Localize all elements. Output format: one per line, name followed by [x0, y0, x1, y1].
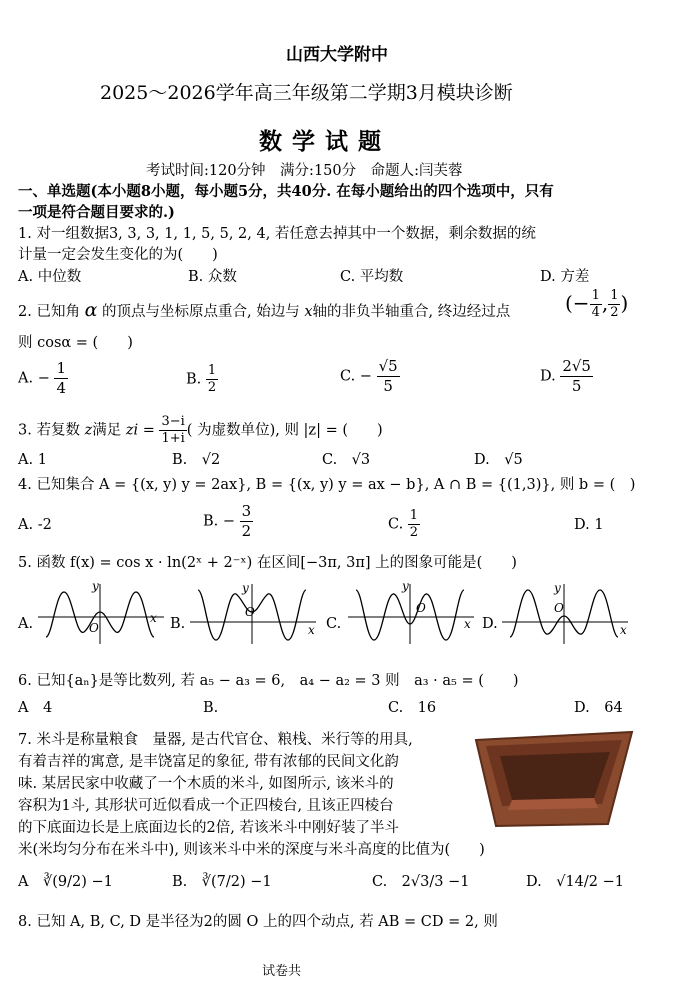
point-comma: ,	[601, 291, 609, 315]
point-x-frac	[590, 288, 602, 321]
axis-y-label: y	[402, 582, 409, 593]
point-left: (−	[565, 291, 590, 315]
q3-option-c: C. √3	[322, 452, 371, 468]
bucket-interior	[500, 752, 610, 800]
q7-option-a: A ∛(9/2) −1	[18, 874, 113, 890]
bucket-front	[508, 798, 598, 810]
axis-y-label: y	[554, 582, 561, 595]
z-symbol: z	[84, 422, 93, 439]
option-label: B.	[203, 513, 219, 530]
q3-option-d: D. √5	[474, 452, 523, 468]
q3-option-a: A. 1	[18, 452, 47, 468]
q7-line3: 味. 某居民家中收藏了一个木质的米斗, 如图所示, 该米斗的	[18, 776, 394, 792]
frac-den: 2	[610, 305, 619, 320]
option-frac	[560, 357, 593, 396]
q4-option-a: A. -2	[18, 517, 52, 533]
q2-mid2: 轴的非负半轴重合, 终边经过点	[312, 304, 511, 320]
frac-den: 1+i	[161, 431, 185, 446]
section-heading: 一、单选题(本小题8小题，每小题5分，共40分. 在每小题给出的四个选项中，只有	[18, 183, 554, 200]
q2-option-a	[18, 359, 68, 398]
axis-x-label: x	[308, 623, 315, 637]
frac-num: 1	[610, 288, 619, 303]
q2-option-b	[186, 363, 218, 396]
option-frac	[54, 359, 68, 398]
axis-y-label: y	[92, 582, 99, 593]
q8-text: 8. 已知 A, B, C, D 是半径为2的圆 O 上的四个动点, 若 AB = CD = 2, 则	[18, 914, 498, 930]
q2-text	[18, 300, 510, 323]
graph-b	[190, 582, 320, 644]
rice-measure-photo	[470, 726, 638, 834]
q7-option-c: C. 2√3/3 −1	[372, 874, 470, 890]
graph-a	[38, 582, 168, 644]
q5-text: 5. 函数 f(x) = cos x · ln(2ˣ + 2⁻ˣ) 在区间[−3π, 3π] 上的图象可能是( )	[18, 555, 517, 571]
minus-sign: −	[359, 368, 372, 385]
q4-option-c	[388, 508, 420, 541]
q4-option-d: D. 1	[574, 517, 604, 533]
q3-eq-left: zi =	[125, 422, 155, 439]
q2-prefix: 2. 已知角	[18, 304, 80, 320]
exam-title: 2025～2026学年高三年级第二学期3月模块诊断	[100, 82, 513, 104]
frac-num: 1	[409, 508, 419, 523]
q1-option-b: B. 众数	[188, 269, 237, 285]
q2-point	[565, 288, 628, 321]
q2-option-d	[540, 357, 593, 396]
minus-sign: −	[37, 370, 50, 387]
frac-den: 4	[591, 305, 600, 320]
frac-num: 2√5	[562, 357, 591, 375]
graph-c	[348, 582, 478, 644]
q7-line2: 有着吉祥的寓意, 是丰饶富足的象征, 带有浓郁的民间文化韵	[18, 754, 399, 770]
frac-den: 2	[207, 380, 217, 395]
frac-den: 2	[409, 525, 419, 540]
x-symbol: x	[304, 304, 313, 320]
graph-d	[502, 582, 632, 644]
frac-num: 1	[207, 363, 217, 378]
q6-option-c: C. 16	[388, 700, 437, 716]
q7-option-b: B. ∛(7/2) −1	[172, 874, 272, 890]
option-label: D.	[540, 368, 556, 385]
origin-label: O	[245, 605, 255, 619]
q1-line1: 1. 对一组数据3, 3, 3, 1, 1, 5, 5, 2, 4, 若任意去掉其中一个数据，剩余数据的统	[18, 226, 536, 242]
q5-label-a: A.	[18, 616, 34, 632]
option-label: B.	[186, 371, 202, 388]
origin-label: O	[416, 601, 426, 615]
option-label: A.	[18, 370, 34, 387]
q3-mid: 满足	[92, 422, 122, 439]
q3-frac	[159, 414, 186, 447]
frac-num: 1	[56, 359, 67, 377]
q1-line2: 计量一定会发生变化的为( )	[18, 247, 218, 263]
q7-line4: 容积为1斗, 其形状可近似看成一个正四棱台, 且该正四棱台	[18, 798, 394, 814]
frac-num: √5	[378, 357, 398, 375]
q7-option-d: D. √14/2 −1	[526, 874, 625, 890]
frac-num: 1	[591, 288, 600, 303]
frac-den: 5	[383, 377, 393, 395]
axis-x-label: x	[150, 611, 157, 625]
q6-option-b: B.	[203, 700, 219, 716]
q5-label-c: C.	[326, 616, 342, 632]
footer-text: 试卷共	[262, 964, 302, 979]
option-label: C.	[388, 516, 404, 533]
origin-label: O	[554, 601, 564, 615]
q6-text: 6. 已知{aₙ}是等比数列, 若 a₅ − a₃ = 6, a₄ − a₂ = 3 则 a₃ · a₅ = ( )	[18, 673, 519, 689]
q1-option-c: C. 平均数	[340, 269, 404, 285]
q7-line1: 7. 米斗是称量粮食 量器, 是古代官仓、粮栈、米行等的用具,	[18, 732, 413, 748]
frac-den: 4	[56, 379, 67, 397]
q3-suffix: ( 为虚数单位), 则 |z| = ( )	[186, 422, 383, 439]
frac-num: 3−i	[161, 414, 185, 429]
q1-option-a: A. 中位数	[18, 269, 82, 285]
origin-label: O	[89, 621, 99, 635]
q7-line5: 的下底面边长是上底面边长的2倍, 若该米斗中刚好装了半斗	[18, 820, 399, 836]
school-name: 山西大学附中	[286, 45, 388, 65]
q6-option-d: D. 64	[574, 700, 623, 716]
axis-x-label: x	[620, 623, 627, 637]
q2-option-c	[340, 357, 400, 396]
frac-den: 5	[571, 377, 582, 395]
q3-prefix: 3. 若复数	[18, 422, 80, 439]
q3-text	[18, 414, 383, 447]
point-right: )	[620, 291, 629, 315]
q3-option-b: B. √2	[172, 452, 221, 468]
q4-text: 4. 已知集合 A = {(x, y) y = 2ax}, B = {(x, y) y = ax − b}, A ∩ B = {(1,3)}, 则 b = ( )	[18, 477, 636, 493]
q4-option-b	[203, 502, 253, 541]
q2-mid1: 的顶点与坐标原点重合, 始边与	[102, 304, 300, 320]
option-frac	[408, 508, 420, 541]
frac-num: 3	[241, 502, 252, 520]
option-frac	[240, 502, 254, 541]
minus-sign: −	[222, 513, 236, 530]
q6-option-a: A 4	[18, 700, 53, 716]
exam-info: 考试时间:120分钟 满分:150分 命题人:闫芙蓉	[146, 163, 463, 179]
frac-den: 2	[241, 522, 252, 540]
option-frac	[206, 363, 218, 396]
alpha-symbol: α	[84, 299, 98, 321]
subject-title: 数学试题	[259, 128, 391, 155]
q5-label-b: B.	[170, 616, 186, 632]
q2-line2: 则 cosα = ( )	[18, 335, 133, 351]
q7-line6: 米(米均匀分布在米斗中), 则该米斗中米的深度与米斗高度的比值为( )	[18, 842, 485, 858]
option-label: C.	[340, 368, 356, 385]
axis-x-label: x	[464, 617, 471, 631]
point-y-frac	[608, 288, 620, 321]
q5-label-d: D.	[482, 616, 498, 632]
axis-y-label: y	[242, 582, 249, 595]
section-heading-2: 一项是符合题目要求的.)	[18, 204, 175, 221]
q1-option-d: D. 方差	[540, 269, 590, 285]
option-frac	[377, 357, 400, 396]
